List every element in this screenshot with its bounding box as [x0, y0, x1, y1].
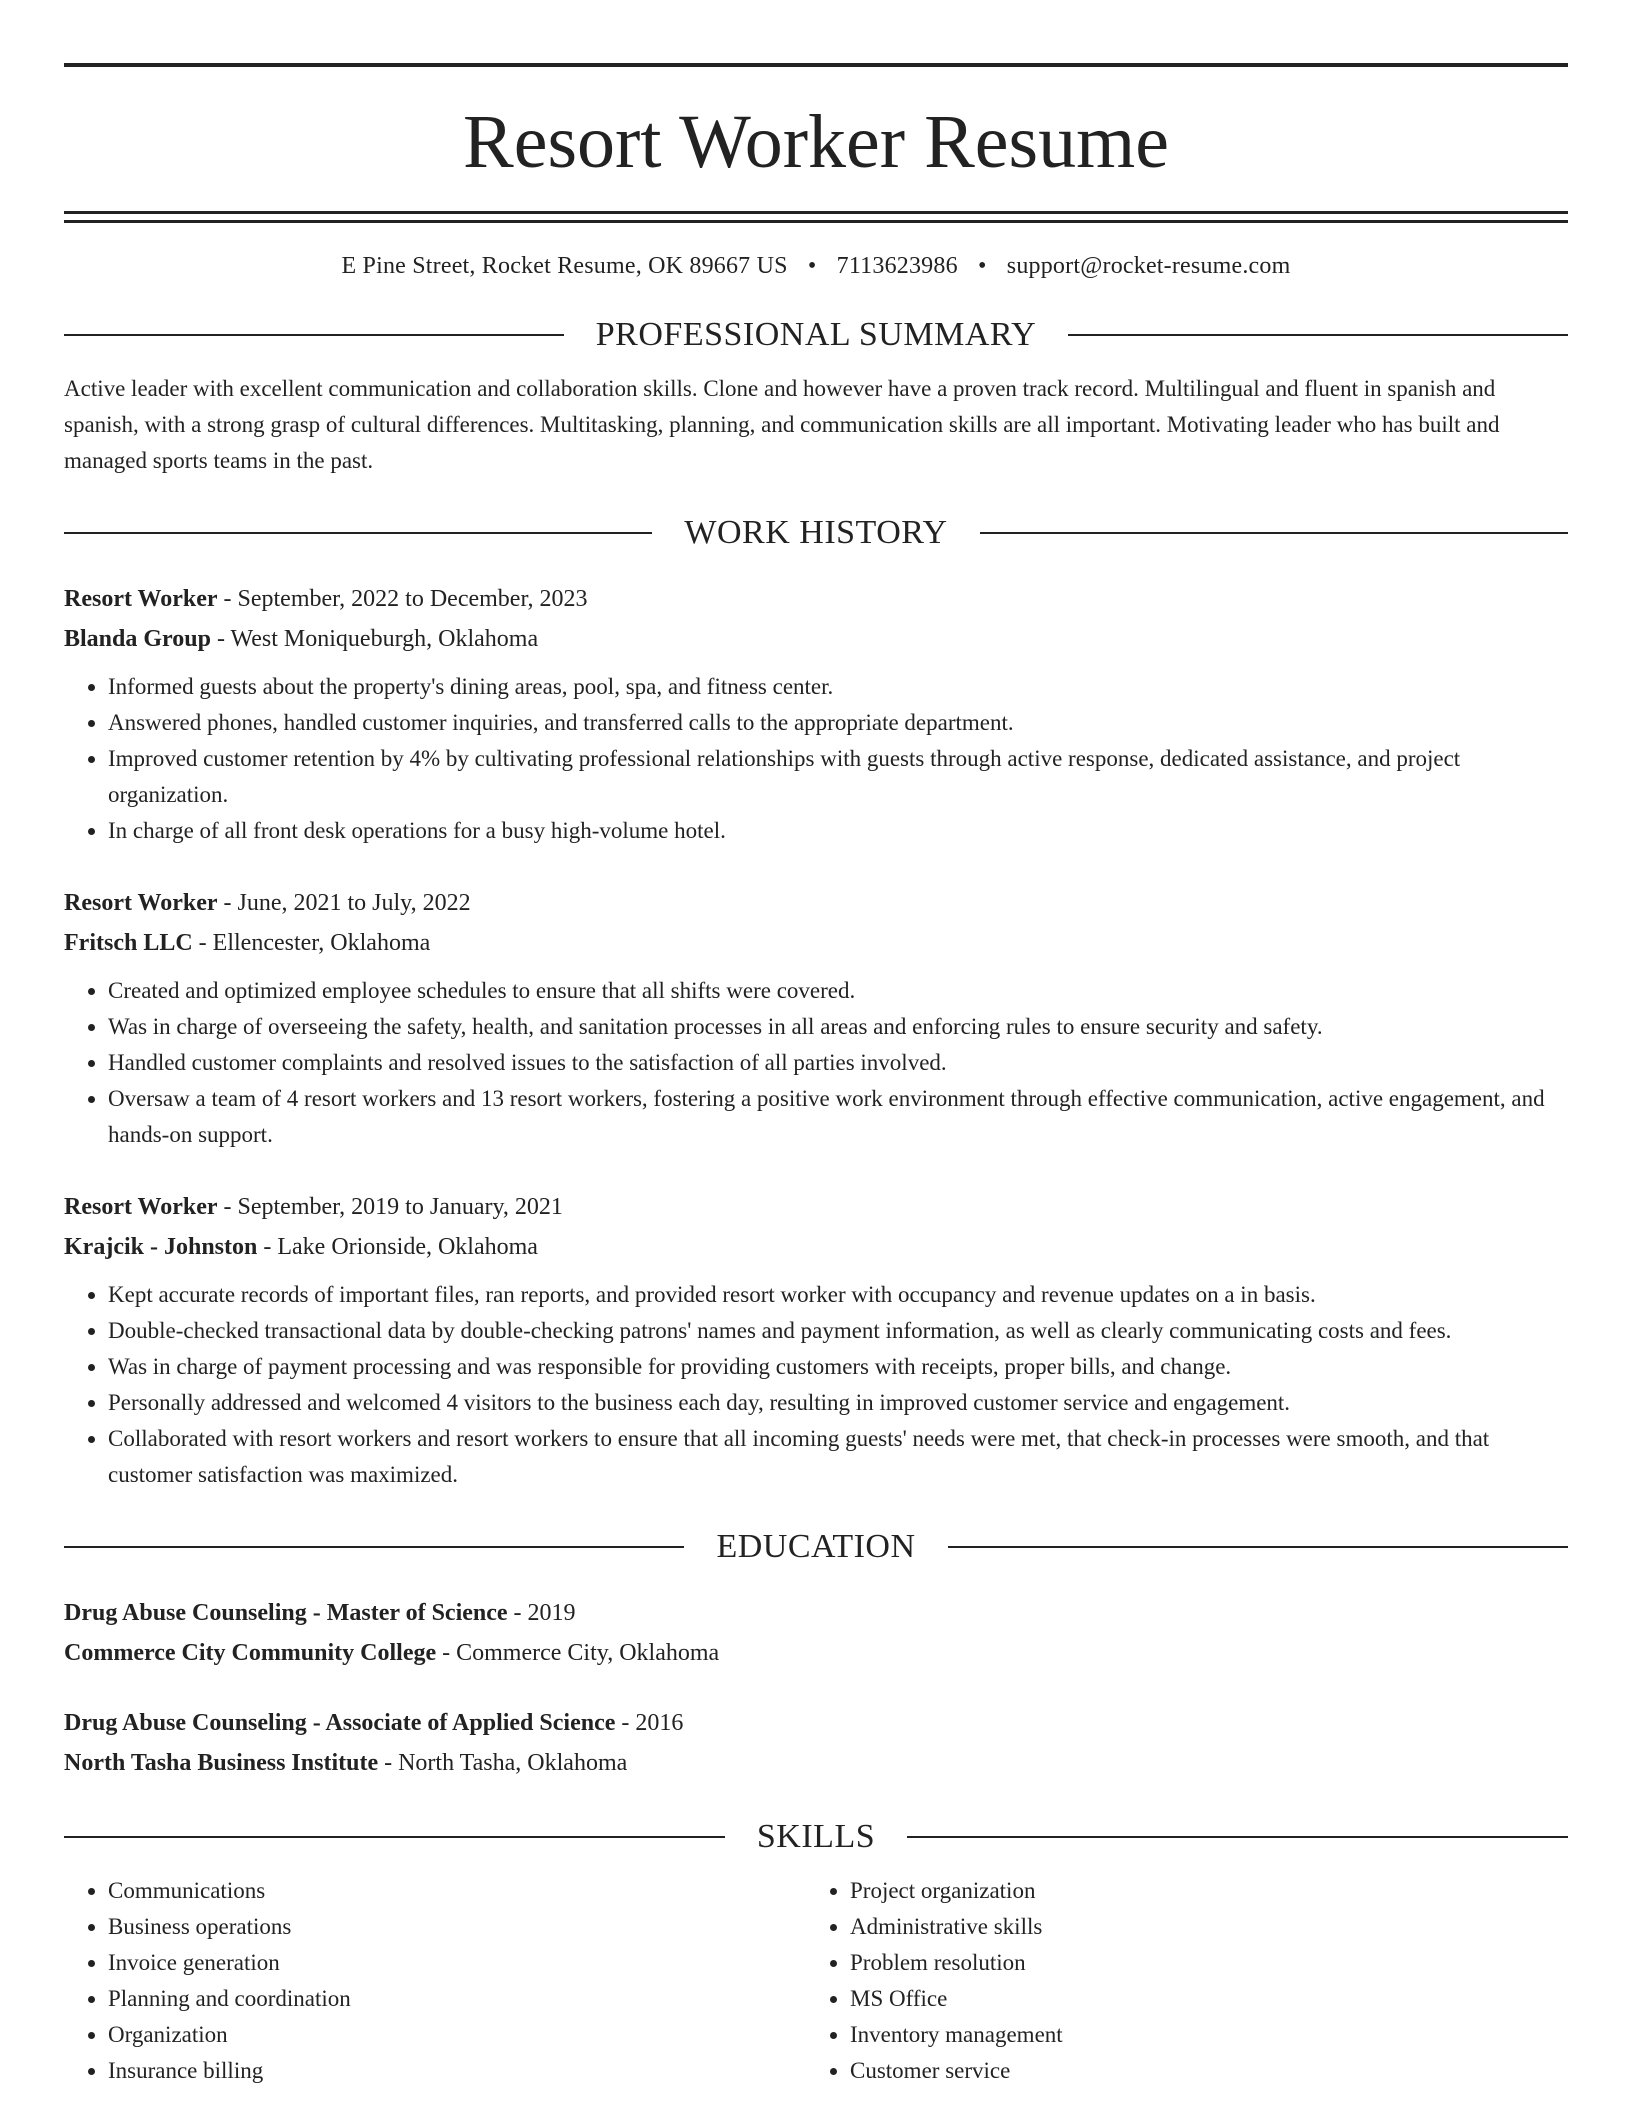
job-company: Fritsch LLC — [64, 930, 193, 956]
job-dates: - September, 2022 to December, 2023 — [217, 586, 588, 612]
section-rule — [64, 1836, 725, 1838]
education-entry — [64, 1593, 1568, 1673]
job-dates: - September, 2019 to January, 2021 — [217, 1194, 563, 1220]
skills-column-left — [64, 1873, 806, 2089]
section-rule — [64, 1546, 684, 1548]
section-title-skills: SKILLS — [756, 1818, 876, 1855]
education-year: - 2019 — [507, 1600, 576, 1626]
skill-item: • Planning and coordination — [108, 1981, 806, 2017]
job-location: - West Moniqueburgh, Oklahoma — [210, 626, 539, 652]
education-location: - Commerce City, Oklahoma — [436, 1640, 720, 1666]
job-bullet: • Double-checked transactional data by double-checking patrons' names and payment information, as well as clearly communicating costs and fees. — [108, 1313, 1568, 1349]
job-title-line — [64, 1187, 1568, 1227]
section-rule — [64, 532, 652, 534]
job-company-line — [64, 923, 1568, 963]
job-title: Resort Worker — [64, 1194, 218, 1220]
job-entry — [64, 883, 1568, 1153]
top-rule — [64, 63, 1568, 67]
job-location: - Ellencester, Oklahoma — [192, 930, 431, 956]
job-title: Resort Worker — [64, 890, 218, 916]
section-rule — [907, 1836, 1568, 1838]
job-bullets — [64, 1277, 1568, 1493]
education-degree-line — [64, 1593, 1568, 1633]
section-title-work: WORK HISTORY — [684, 514, 948, 551]
section-header-skills — [64, 1817, 1568, 1857]
education-degree: Drug Abuse Counseling - Master of Science — [64, 1600, 508, 1626]
job-bullet: • Answered phones, handled customer inquiries, and transferred calls to the appropriate department. — [108, 705, 1568, 741]
job-title: Resort Worker — [64, 586, 218, 612]
section-header-summary — [64, 315, 1568, 355]
skill-item: • Insurance billing — [108, 2053, 806, 2089]
job-company: Blanda Group — [64, 626, 211, 652]
education-degree: Drug Abuse Counseling - Associate of Applied Science — [64, 1710, 616, 1736]
skill-item: • Administrative skills — [850, 1909, 1548, 1945]
contact-email: support@rocket-resume.com — [1006, 253, 1291, 279]
section-header-education — [64, 1527, 1568, 1567]
education-school: North Tasha Business Institute — [64, 1750, 379, 1776]
job-bullet: • Was in charge of overseeing the safety, health, and sanitation processes in all areas and enforcing rules to ensure security and safety. — [108, 1009, 1568, 1045]
job-entry — [64, 1187, 1568, 1493]
education-location: - North Tasha, Oklahoma — [378, 1750, 628, 1776]
contact-phone: 7113623986 — [836, 253, 958, 279]
section-rule — [1068, 334, 1568, 336]
skill-item: • Customer service — [850, 2053, 1548, 2089]
contact-address: E Pine Street, Rocket Resume, OK 89667 US — [341, 253, 788, 279]
education-school: Commerce City Community College — [64, 1640, 437, 1666]
job-bullets — [64, 973, 1568, 1153]
skill-item: • Project organization — [850, 1873, 1548, 1909]
job-bullet: • Handled customer complaints and resolved issues to the satisfaction of all parties involved. — [108, 1045, 1568, 1081]
skill-item: • Business operations — [108, 1909, 806, 1945]
job-location: - Lake Orionside, Oklahoma — [257, 1234, 538, 1260]
section-rule — [64, 334, 564, 336]
title-double-rule — [64, 211, 1568, 223]
job-bullets — [64, 669, 1568, 849]
skills-column-right — [806, 1873, 1548, 2089]
skill-item: • Communications — [108, 1873, 806, 1909]
section-title-summary: PROFESSIONAL SUMMARY — [595, 316, 1037, 353]
job-company-line — [64, 1227, 1568, 1267]
skill-item: • Problem resolution — [850, 1945, 1548, 1981]
job-company-line — [64, 619, 1568, 659]
skill-item: • Inventory management — [850, 2017, 1548, 2053]
contact-separator: • — [807, 253, 817, 279]
job-bullet: • Collaborated with resort workers and resort workers to ensure that all incoming guests' needs were met, that check-in processes were smooth, and that customer satisfaction was maximized. — [108, 1421, 1568, 1493]
resume-title: Resort Worker Resume — [463, 100, 1169, 184]
summary-text: Active leader with excellent communication and collaboration skills. Clone and however have a proven track record. Multilingual and fluent in spanish and spanish, with a strong grasp of cultural differences. Multitasking, planning, and communication skills are all important. Motivating leader who has built and managed sports teams in the past. — [64, 376, 1500, 473]
job-bullet: • Oversaw a team of 4 resort workers and 13 resort workers, fostering a positive work environment through effective communication, active engagement, and hands-on support. — [108, 1081, 1568, 1153]
contact-separator: • — [977, 253, 987, 279]
section-header-work — [64, 513, 1568, 553]
job-title-line — [64, 883, 1568, 923]
contact-line — [64, 251, 1568, 281]
skill-item: • MS Office — [850, 1981, 1548, 2017]
job-entry — [64, 579, 1568, 849]
skill-item: • Invoice generation — [108, 1945, 806, 1981]
skills-list — [64, 1873, 1568, 2089]
section-rule — [980, 532, 1568, 534]
job-bullet: • Was in charge of payment processing and was responsible for providing customers with receipts, proper bills, and change. — [108, 1349, 1568, 1385]
education-degree-line — [64, 1703, 1568, 1743]
education-school-line — [64, 1633, 1568, 1673]
section-rule — [948, 1546, 1568, 1548]
job-dates: - June, 2021 to July, 2022 — [217, 890, 471, 916]
job-bullet: • In charge of all front desk operations for a busy high-volume hotel. — [108, 813, 1568, 849]
skill-item: • Organization — [108, 2017, 806, 2053]
job-company: Krajcik - Johnston — [64, 1234, 258, 1260]
education-year: - 2016 — [615, 1710, 684, 1736]
education-entry — [64, 1703, 1568, 1783]
job-title-line — [64, 579, 1568, 619]
job-bullet: • Improved customer retention by 4% by cultivating professional relationships with guests through active response, dedicated assistance, and project organization. — [108, 741, 1568, 813]
job-bullet: • Created and optimized employee schedules to ensure that all shifts were covered. — [108, 973, 1568, 1009]
job-bullet: • Personally addressed and welcomed 4 visitors to the business each day, resulting in improved customer service and engagement. — [108, 1385, 1568, 1421]
section-title-education: EDUCATION — [716, 1528, 916, 1565]
job-bullet: • Informed guests about the property's dining areas, pool, spa, and fitness center. — [108, 669, 1568, 705]
education-school-line — [64, 1743, 1568, 1783]
job-bullet: • Kept accurate records of important files, ran reports, and provided resort worker with occupancy and revenue updates on a in basis. — [108, 1277, 1568, 1313]
resume-page — [64, 0, 1568, 2089]
